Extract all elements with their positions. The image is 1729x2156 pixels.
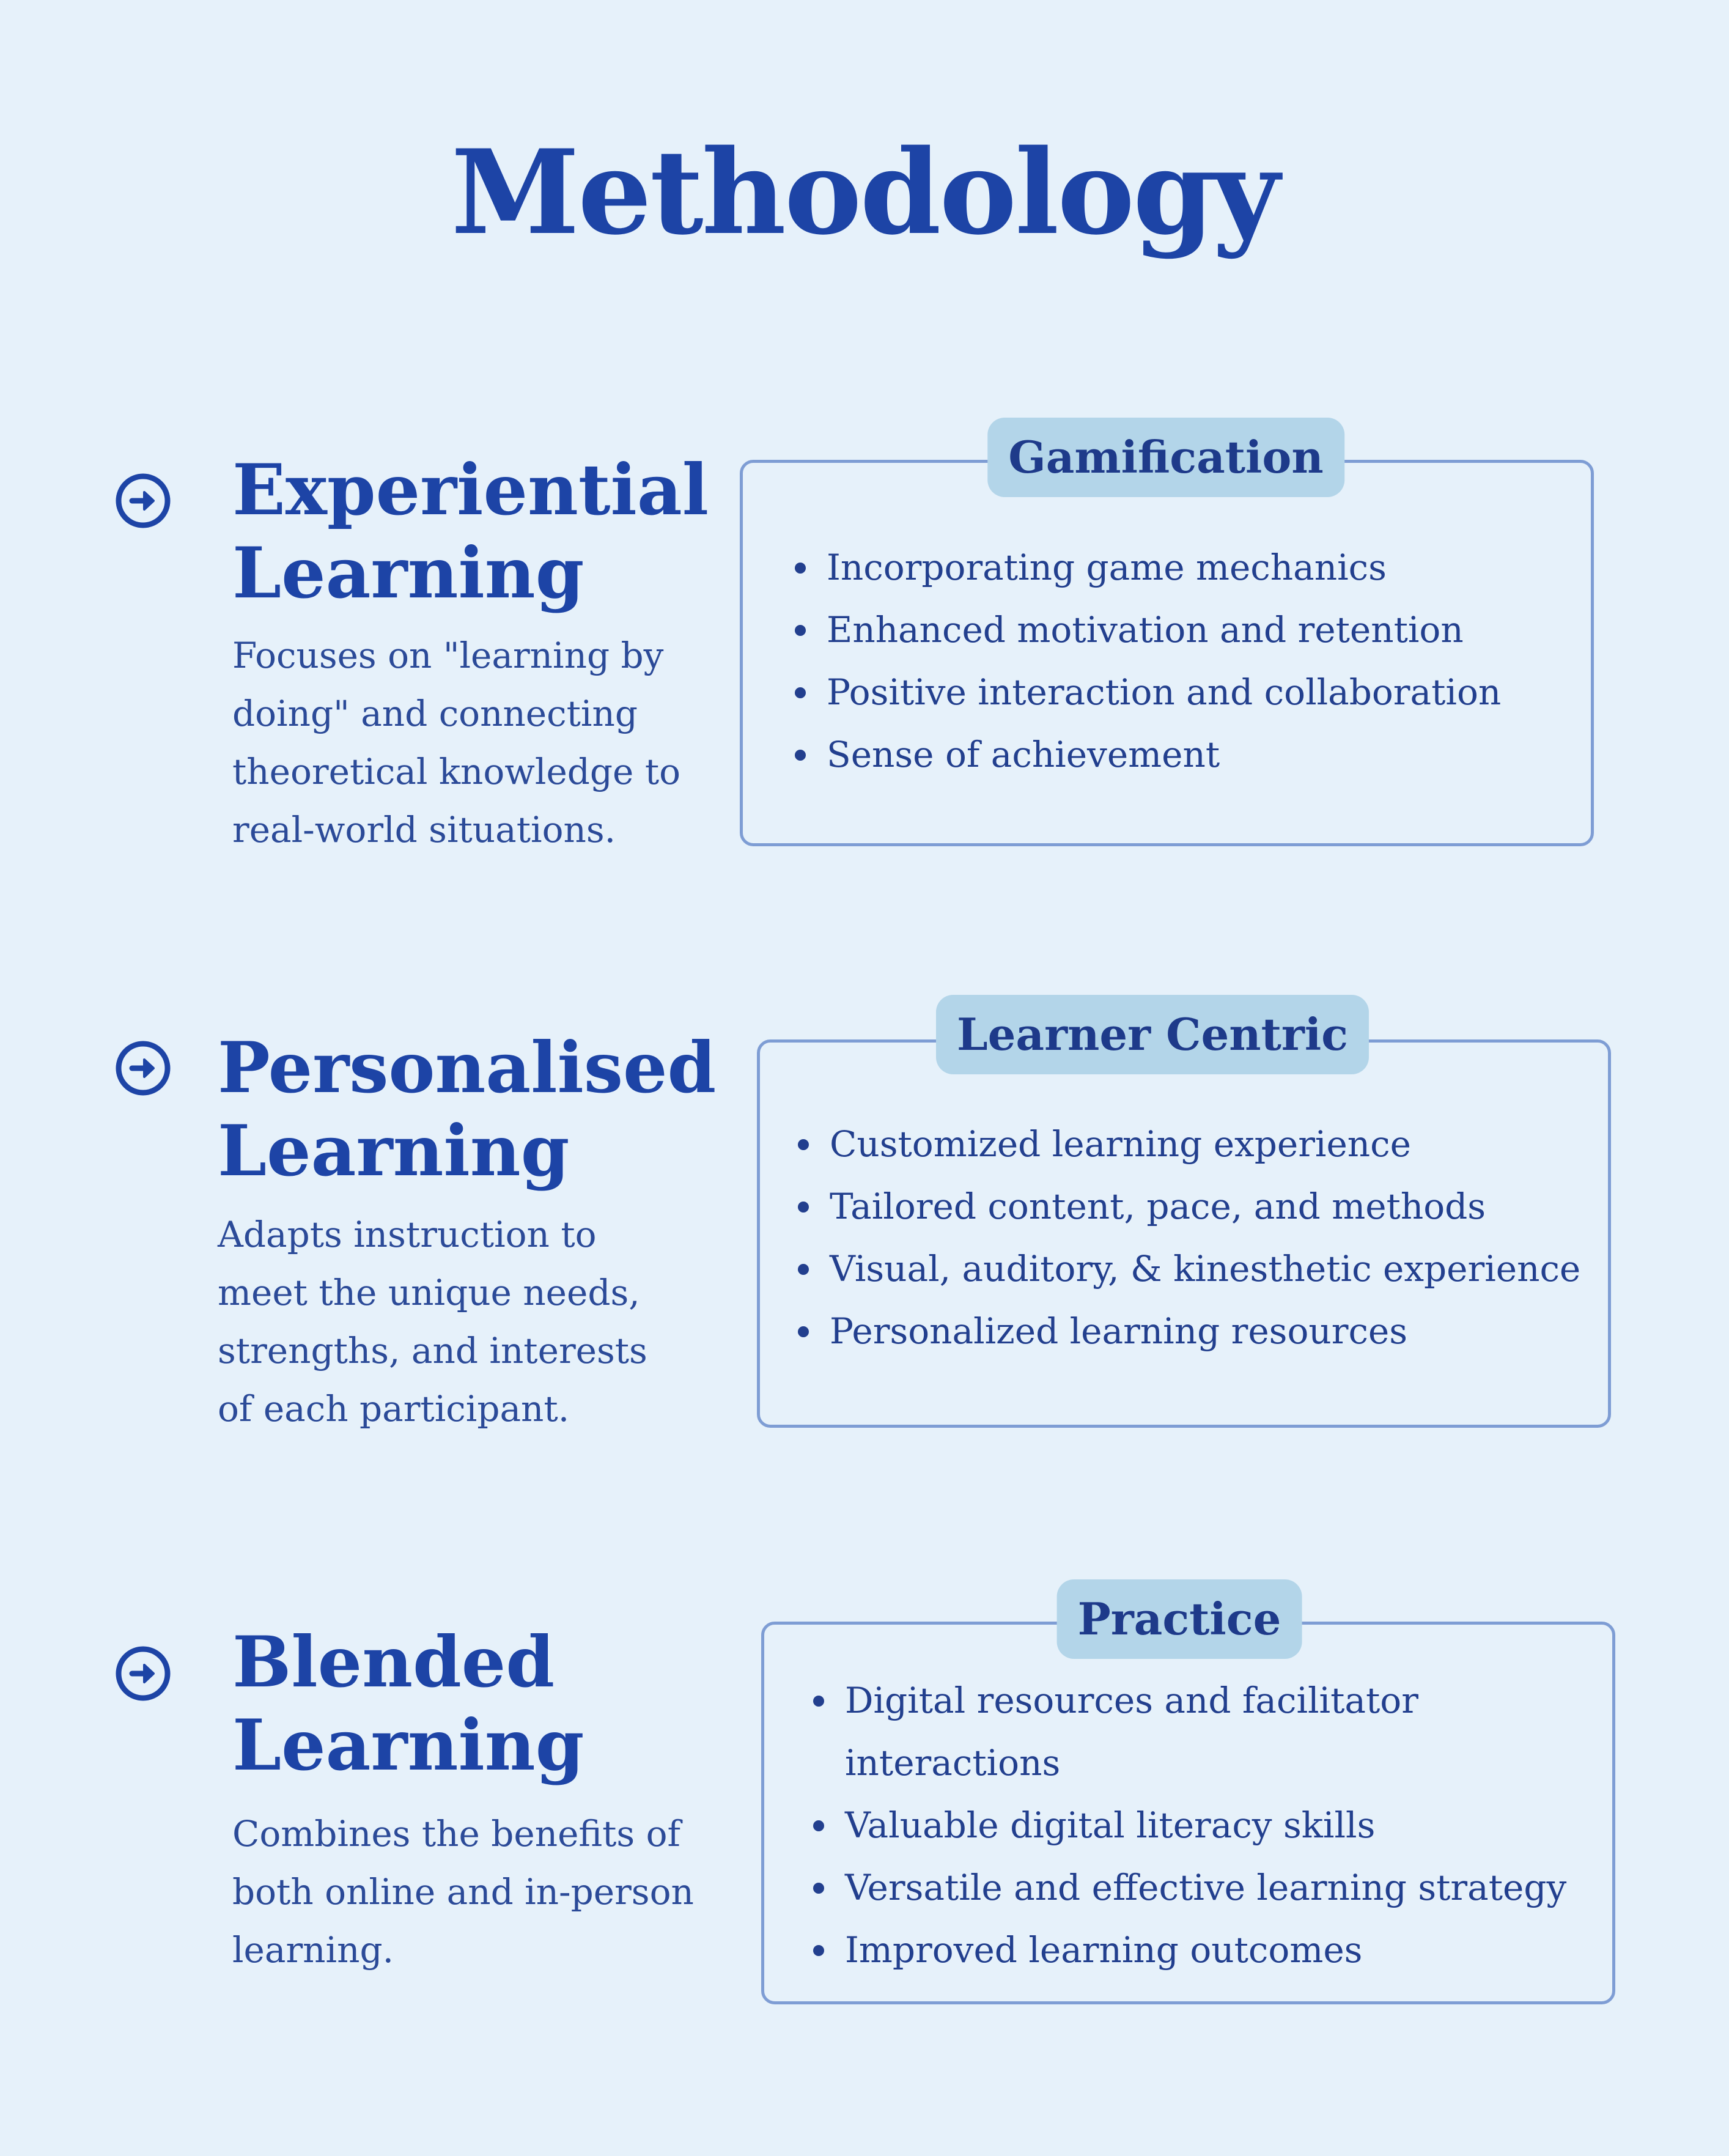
section-heading-line: Learning	[218, 1110, 570, 1192]
section-description-blended-learning	[232, 1805, 694, 1979]
list-item	[798, 1175, 1580, 1238]
list-item	[795, 723, 1501, 786]
list-item-text: Positive interaction and collaboration	[827, 671, 1502, 713]
card-list-learner-centric	[798, 1113, 1580, 1362]
list-item	[795, 599, 1501, 661]
section-heading-experiential-learning	[232, 448, 709, 615]
list-item-text-continuation: interactions	[845, 1742, 1061, 1784]
list-item-text: Visual, auditory, & kinesthetic experience	[830, 1248, 1581, 1290]
page-title: Methodology	[451, 124, 1278, 260]
card-title-practice: Practice	[1057, 1579, 1302, 1659]
arrow-right-circle-icon	[114, 1644, 172, 1703]
section-heading-personalised-learning	[218, 1026, 716, 1192]
list-item	[795, 536, 1501, 599]
list-item-text: Digital resources and facilitator	[845, 1680, 1418, 1721]
list-item-text: Improved learning outcomes	[845, 1929, 1363, 1971]
description-line: doing" and connecting	[232, 693, 638, 734]
arrow-right-circle-icon	[114, 1039, 172, 1098]
description-line: learning.	[232, 1929, 394, 1971]
description-line: Adapts instruction to	[218, 1214, 597, 1255]
arrow-right-circle-icon	[114, 471, 172, 530]
section-heading-line: Learning	[232, 532, 584, 614]
list-item-text: Incorporating game mechanics	[827, 547, 1387, 588]
list-item-text: Enhanced motivation and retention	[827, 609, 1464, 651]
section-heading-blended-learning	[232, 1620, 584, 1787]
description-line: both online and in-person	[232, 1871, 694, 1913]
list-item	[813, 1919, 1566, 1981]
list-item-text: Tailored content, pace, and methods	[830, 1186, 1486, 1227]
section-heading-line: Experiential	[232, 449, 709, 531]
list-item	[798, 1300, 1580, 1362]
section-description-experiential-learning	[232, 627, 680, 859]
description-line: strengths, and interests	[218, 1330, 647, 1371]
list-item	[813, 1856, 1566, 1919]
description-line: theoretical knowledge to	[232, 751, 681, 792]
list-item	[798, 1113, 1580, 1175]
description-line: meet the unique needs,	[218, 1272, 640, 1313]
card-title-learner-centric: Learner Centric	[936, 995, 1369, 1074]
description-line: real-world situations.	[232, 809, 616, 851]
section-heading-line: Personalised	[218, 1027, 717, 1109]
list-item-text: Versatile and effective learning strategy	[845, 1867, 1567, 1908]
list-item	[813, 1794, 1566, 1856]
card-title-gamification: Gamification	[987, 418, 1344, 497]
list-item-text: Customized learning experience	[830, 1123, 1411, 1165]
list-item-text: Personalized learning resources	[830, 1310, 1408, 1352]
description-line: of each participant.	[218, 1388, 570, 1430]
list-item	[813, 1669, 1566, 1794]
description-line: Combines the benefits of	[232, 1813, 680, 1855]
description-line: Focuses on "learning by	[232, 635, 664, 676]
section-heading-line: Learning	[232, 1704, 584, 1786]
list-item	[798, 1238, 1580, 1300]
list-item-text: Sense of achievement	[827, 734, 1220, 775]
section-heading-line: Blended	[232, 1621, 555, 1703]
card-list-practice	[813, 1669, 1566, 1981]
section-description-personalised-learning	[218, 1206, 647, 1438]
list-item	[795, 661, 1501, 723]
list-item-text: Valuable digital literacy skills	[845, 1804, 1376, 1846]
card-list-gamification	[795, 536, 1501, 786]
